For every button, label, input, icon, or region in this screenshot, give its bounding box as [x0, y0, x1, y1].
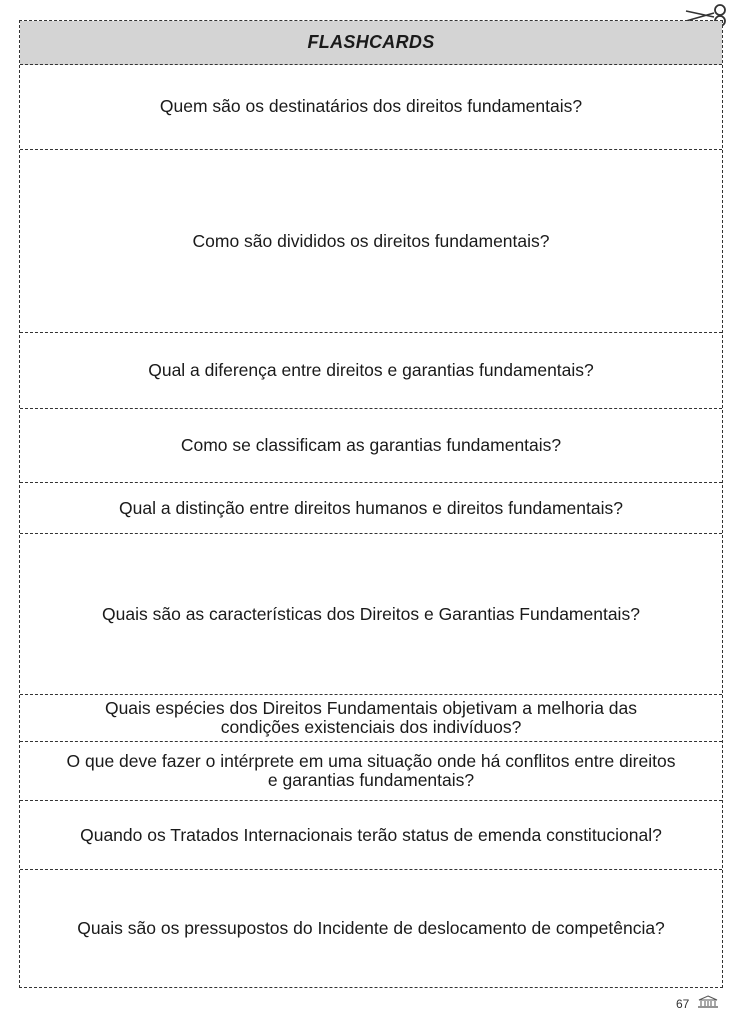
flashcard-question: Quem são os destinatários dos direitos fundamentais?	[159, 96, 583, 116]
flashcard	[20, 409, 722, 483]
flashcard-question: Qual a diferença entre direitos e garantias fundamentais?	[148, 360, 594, 380]
flashcard	[20, 870, 722, 987]
flashcard-sheet	[19, 20, 723, 988]
flashcard-question: O que deve fazer o intérprete em uma situação onde há conflitos entre direitos e garantias fundamentais?	[66, 751, 676, 790]
flashcard-question: Quando os Tratados Internacionais terão status de emenda constitucional?	[80, 824, 662, 845]
flashcard	[20, 333, 722, 409]
sheet-title: FLASHCARDS	[20, 21, 722, 65]
flashcard	[20, 695, 722, 742]
flashcard	[20, 742, 722, 801]
flashcard	[20, 64, 722, 150]
flashcard-question: Quais são as características dos Direitos e Garantias Fundamentais?	[102, 603, 640, 624]
building-logo-icon	[697, 995, 719, 1009]
flashcard	[20, 150, 722, 333]
flashcard-question: Quais espécies dos Direitos Fundamentais objetivam a melhoria das condições existenciais dos indivíduos?	[104, 698, 638, 737]
flashcard	[20, 483, 722, 534]
flashcard-question: Qual a distinção entre direitos humanos e direitos fundamentais?	[119, 497, 623, 518]
flashcard	[20, 534, 722, 695]
flashcard-question: Como são divididos os direitos fundamentais?	[192, 230, 550, 251]
page-number: 67	[676, 997, 690, 1011]
flashcard	[20, 801, 722, 870]
flashcard-question: Quais são os pressupostos do Incidente de deslocamento de competência?	[77, 918, 665, 938]
flashcard-question: Como se classificam as garantias fundamentais?	[180, 435, 562, 455]
